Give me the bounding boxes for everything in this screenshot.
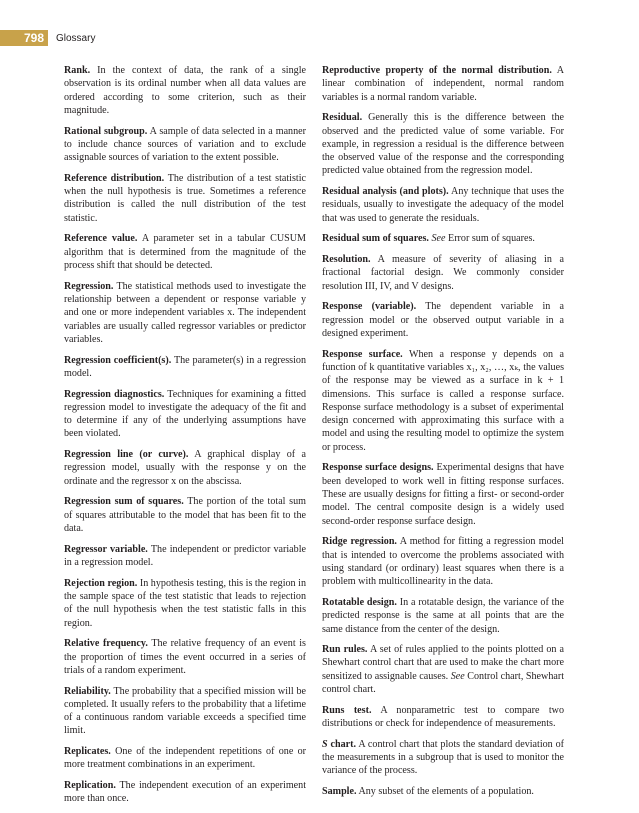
entry-definition: The parameter(s) in a regression model. (64, 354, 306, 379)
entry-definition: Any subset of the elements of a population. (358, 786, 534, 798)
glossary-entry (64, 495, 306, 535)
entry-term: Reproductive property of the normal distribution. (322, 65, 552, 76)
entry-term: Runs test. (322, 704, 372, 716)
entry-term: Response (variable). (322, 301, 417, 313)
glossary-entry (64, 745, 306, 772)
entry-term: Run rules. (322, 644, 368, 656)
glossary-entry (322, 596, 564, 636)
entry-definition: The statistical methods used to investigate the relationship between a dependent or response variable y and one or more independent variables x. The independent variables are usually called regressor variables or predictor variables. (64, 280, 307, 345)
entry-term: Rejection region. (64, 577, 138, 589)
glossary-entry (64, 354, 306, 381)
entry-definition: A graphical display of a regression model, usually with the response y on the ordinate and the regressor x on the abscissa. (64, 449, 306, 487)
glossary-entry (64, 280, 306, 346)
entry-term: Regressor variable. (64, 543, 148, 555)
entry-definition: One of the independent repetitions of one or more treatment combinations in an experiment. (64, 746, 306, 771)
entry-definition: Experimental designs that have been developed to work well in fitting response surfaces. These are usually designs for fitting a first- or second-order model. The central composite design is a widely used second-order response surface design. (322, 462, 564, 527)
entry-definition: A measure of severity of aliasing in a fractional factorial design. We commonly consider resolution III, IV, and V designs. (322, 254, 564, 292)
glossary-entry (64, 125, 306, 165)
glossary-entry (322, 348, 564, 454)
glossary-entry (322, 111, 564, 177)
entry-term: Reference value. (64, 233, 138, 245)
entry-term: Regression diagnostics. (64, 388, 165, 400)
entry-term: Residual. (322, 112, 363, 124)
entry-term: Regression coefficient(s). (64, 354, 172, 366)
glossary-entry (322, 535, 564, 588)
entry-definition: A linear combination of independent, normal random variables is a normal random variable. (322, 65, 564, 103)
entry-term: Regression sum of squares. (64, 496, 184, 508)
entry-term: Relative frequency. (64, 638, 148, 650)
glossary-entry (322, 232, 564, 245)
entry-term: Rotatable design. (322, 596, 397, 608)
glossary-entry (64, 172, 306, 225)
glossary-entry (64, 685, 306, 738)
entry-term: Reference distribution. (64, 172, 165, 184)
entry-term: Regression line (or curve). (64, 449, 189, 461)
entry-definition: Techniques for examining a fitted regression model to investigate the adequacy of the fit and to determine if any of the underlying assumptions have been violated. (64, 388, 306, 440)
glossary-entry (64, 232, 306, 272)
right-column (322, 64, 564, 806)
entry-definition: The probability that a specified mission will be completed. It usually refers to the probability that a lifetime of a continuous random variable exceeds a specified time limit. (64, 685, 306, 737)
entry-definition: In the context of data, the rank of a single observation is its ordinal number when all data values are ordered according to some criterion, such as their magnitude. (64, 65, 306, 116)
left-column (64, 64, 306, 813)
entry-term: Response surface. (322, 348, 403, 360)
entry-term: Replication. (64, 780, 116, 792)
glossary-entry (64, 577, 306, 630)
entry-definition: A parameter set in a tabular CUSUM algorithm that is determined from the magnitude of the process shift that should be detected. (64, 233, 306, 272)
term-prefix: S (322, 738, 328, 750)
glossary-entry (64, 64, 306, 117)
entry-term: Rank. (64, 65, 91, 76)
glossary-entry (322, 785, 564, 798)
entry-definition: In a rotatable design, the variance of the predicted response is the same at all points that are the same distance from the center of the design. (322, 596, 564, 635)
entry-definition: A control chart that plots the standard deviation of the measurements in a subgroup that is used to monitor the variance of the process. (322, 738, 564, 777)
term-rest: chart. (330, 738, 357, 750)
glossary-entry (322, 461, 564, 527)
see-reference: Control chart, Shewhart control chart. (322, 670, 565, 696)
glossary-entry (64, 779, 306, 806)
page-number: 798 (0, 30, 48, 46)
entry-term: Replicates. (64, 746, 111, 758)
entry-term: Residual sum of squares. (322, 233, 429, 245)
glossary-entry (64, 543, 306, 570)
entry-definition: The independent or predictor variable in a regression model. (64, 543, 306, 569)
entry-definition: Error sum of squares. (448, 233, 535, 245)
entry-term: Residual analysis (and plots). (322, 186, 449, 198)
entry-definition: A method for fitting a regression model that is intended to overcome the problems associated with using standard (or ordinary) least squares when there is a problem with multicollinearity in the data. (322, 536, 564, 588)
glossary-entry (322, 300, 564, 340)
glossary-entry (322, 185, 564, 225)
entry-definition: The portion of the total sum of squares attributable to the model that has been fit to the data. (64, 496, 306, 535)
entry-definition: In hypothesis testing, this is the region in the sample space of the test statistic that leads to rejection of the null hypothesis when the test statistic falls in this region. (64, 577, 306, 629)
entry-term: Reliability. (64, 685, 111, 697)
entry-definition: The distribution of a test statistic when the null hypothesis is true. Sometimes a reference distribution is called the null distribution of the test statistic. (64, 172, 306, 224)
entry-definition: A nonparametric test to compare two distributions or check for independence of measurements. (322, 704, 564, 730)
entry-definition: A sample of data selected in a manner to include chance sources of variation and to exclude assignable sources of variation to the extent possible. (64, 125, 306, 164)
glossary-entry (64, 388, 306, 441)
glossary-entry (322, 253, 564, 293)
see-label: See (431, 233, 446, 245)
entry-definition: The relative frequency of an event is the proportion of times the event occurred in a series of trials of a random experiment. (64, 638, 306, 676)
entry-term (322, 739, 356, 750)
glossary-entry (322, 738, 564, 778)
see-label: See (450, 670, 465, 682)
glossary-entry (322, 704, 564, 731)
entry-term: Sample. (322, 786, 357, 798)
entry-term: Resolution. (322, 254, 371, 266)
page-header (0, 30, 95, 46)
glossary-entry (64, 448, 306, 488)
entry-definition: Generally this is the difference between the observed and the predicted value of some variable. For example, in regression a residual is the difference between the observed value of the response and the corresponding predicted value obtained from the regression model. (322, 112, 564, 177)
glossary-entry (322, 64, 564, 104)
running-head: Glossary (56, 32, 96, 44)
entry-definition: A set of rules applied to the points plotted on a Shewhart control chart that are used to make the chart more sensitized to assignable causes. (322, 644, 564, 682)
entry-definition: When a response y depends on a function of k quantitative variables x₁, x₂, …, xₖ, the values of the response may be viewed as a surface in k + 1 dimensions. This surface is called a response surface. Response surface methodology is a subset of experimental design concerned with approximating this surface with a model and using the resulting model to optimize the system or process. (322, 348, 564, 453)
glossary-entry (322, 643, 564, 696)
entry-definition: The independent execution of an experiment more than once. (64, 780, 307, 805)
entry-term: Ridge regression. (322, 536, 397, 548)
entry-definition: Any technique that uses the residuals, usually to investigate the adequacy of the model that was used to generate the residuals. (322, 186, 564, 224)
entry-term: Regression. (64, 280, 114, 292)
glossary-entry (64, 637, 306, 677)
entry-term: Response surface designs. (322, 462, 434, 474)
entry-definition: The dependent variable in a regression model or the observed output variable in a designed experiment. (322, 301, 564, 339)
entry-term: Rational subgroup. (64, 125, 148, 137)
